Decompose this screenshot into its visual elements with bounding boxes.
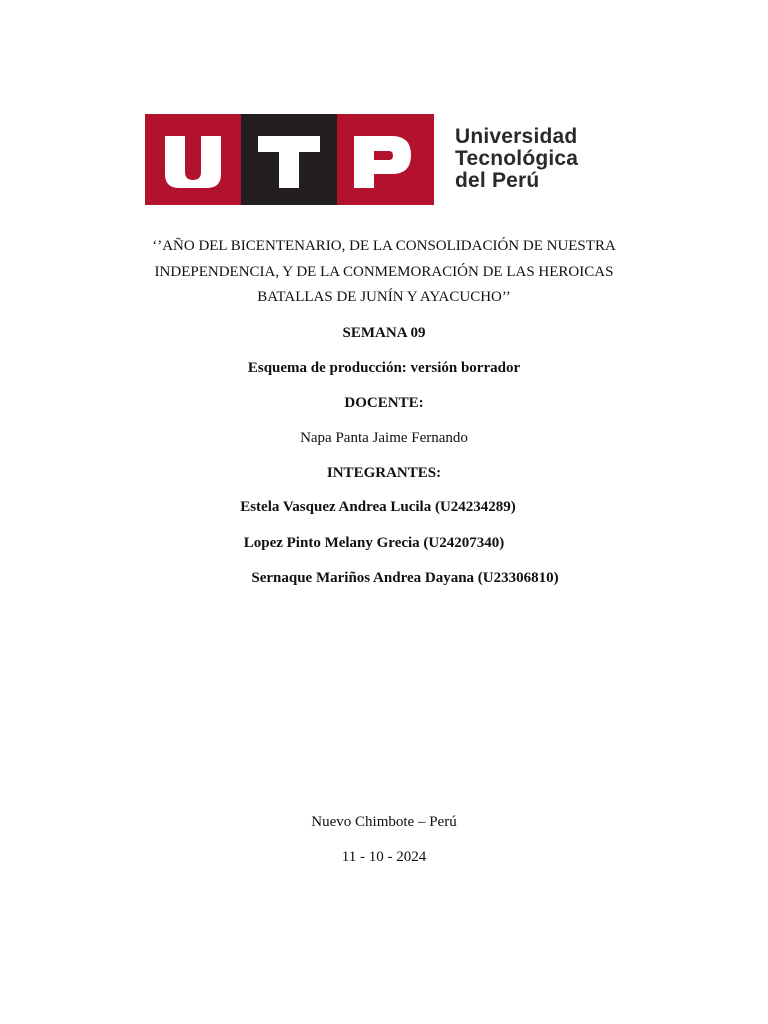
place: Nuevo Chimbote – Perú bbox=[311, 814, 457, 830]
utp-logo-mark bbox=[145, 114, 434, 205]
year-motto-line-3: BATALLAS DE JUNÍN Y AYACUCHO’’ bbox=[257, 289, 511, 305]
year-motto-line-1: ‘’AÑO DEL BICENTENARIO, DE LA CONSOLIDACIÓN DE NUESTRA bbox=[152, 238, 616, 254]
member-3: Sernaque Mariños Andrea Dayana (U23306810) bbox=[251, 570, 559, 586]
member-2: Lopez Pinto Melany Grecia (U24207340) bbox=[243, 535, 505, 551]
assignment-title: Esquema de producción: versión borrador bbox=[247, 360, 521, 376]
utp-logo bbox=[145, 114, 590, 205]
university-name-line-1: Universidad bbox=[455, 125, 578, 148]
date: 11 - 10 - 2024 bbox=[341, 849, 427, 865]
member-1: Estela Vasquez Andrea Lucila (U24234289) bbox=[240, 499, 516, 515]
university-name-line-3: del Perú bbox=[455, 169, 540, 192]
logo-block-u bbox=[145, 114, 241, 205]
week-heading: SEMANA 09 bbox=[342, 325, 426, 341]
university-name-line-2: Tecnológica bbox=[455, 147, 579, 170]
university-name bbox=[455, 126, 578, 192]
teacher-label: DOCENTE: bbox=[344, 395, 424, 411]
members-label: INTEGRANTES: bbox=[326, 465, 442, 481]
logo-block-p bbox=[337, 114, 434, 205]
teacher-name: Napa Panta Jaime Fernando bbox=[300, 430, 468, 446]
year-motto-line-2: INDEPENDENCIA, Y DE LA CONMEMORACIÓN DE LAS HEROICAS bbox=[154, 264, 614, 280]
